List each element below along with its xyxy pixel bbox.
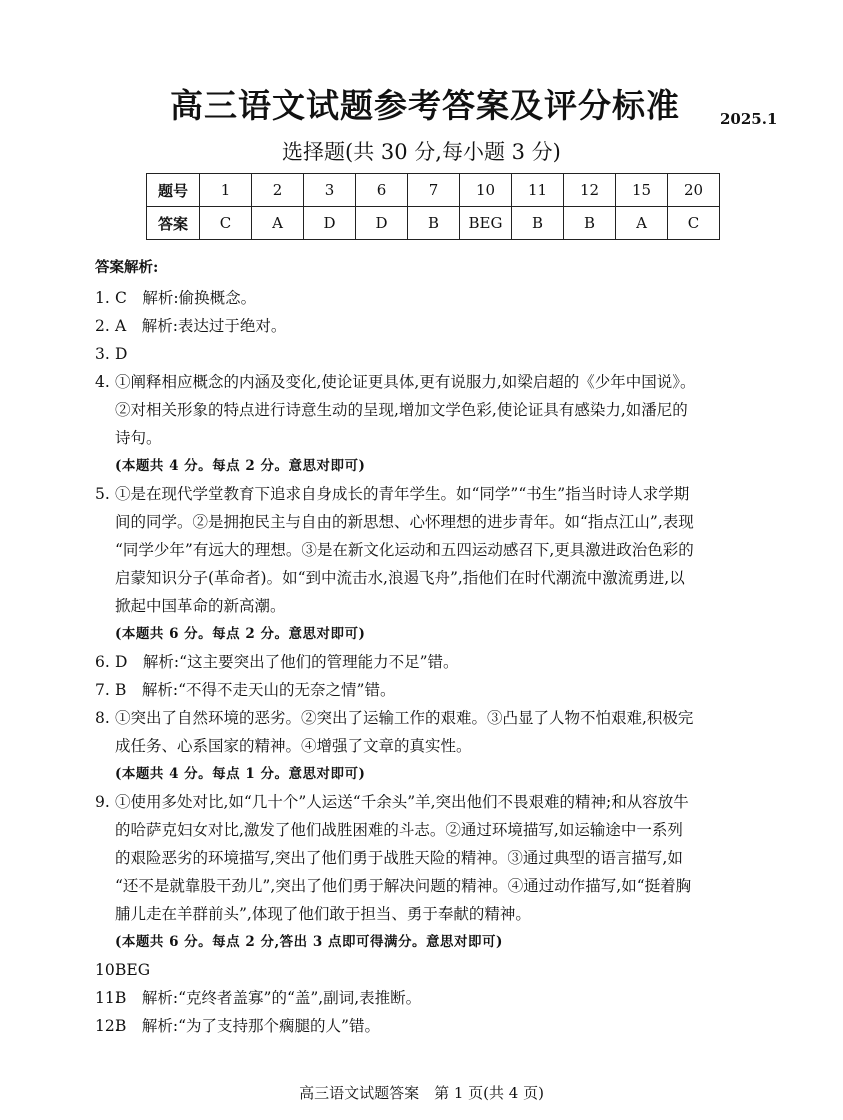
item-text-line: A 解析:表达过于绝对。 [115, 317, 287, 335]
analysis-item [95, 368, 785, 452]
analysis-item [95, 984, 785, 1012]
answer-analysis [95, 256, 785, 1040]
answer-cell: BEG [460, 207, 512, 240]
question-number-row [147, 174, 720, 207]
analysis-item [95, 312, 785, 340]
analysis-item [95, 1012, 785, 1040]
analysis-list [95, 284, 785, 1040]
analysis-item [95, 788, 785, 928]
item-number: 2. [95, 317, 110, 335]
item-text-line: ①突出了自然环境的恶劣。②突出了运输工作的艰难。③凸显了人物不怕艰难,积极完 [115, 709, 694, 727]
scoring-note: (本题共 6 分。每点 2 分。意思对即可) [115, 626, 366, 642]
item-text-line: 成任务、心系国家的精神。④增强了文章的真实性。 [115, 737, 472, 755]
item-text-line: BEG [115, 961, 151, 979]
question-number-cell: 2 [252, 174, 304, 207]
row-label-number: 题号 [147, 174, 200, 207]
scoring-note: (本题共 4 分。每点 2 分。意思对即可) [115, 458, 366, 474]
item-text-line: D [115, 345, 128, 363]
exam-date: 2025.1 [720, 110, 778, 128]
item-text-line: ①使用多处对比,如“几十个”人运送“千余头”羊,突出他们不畏艰难的精神;和从容放牛 [115, 793, 689, 811]
item-text-line: 掀起中国革命的新高潮。 [115, 597, 286, 615]
item-text-line: 启蒙知识分子(革命者)。如“到中流击水,浪遏飞舟”,指他们在时代潮流中激流勇进,以 [115, 569, 685, 587]
item-number: 9. [95, 793, 110, 811]
analysis-item [95, 704, 785, 760]
item-text-line: D 解析:“这主要突出了他们的管理能力不足”错。 [115, 653, 459, 671]
answer-row [147, 207, 720, 240]
page-footer: 高三语文试题答案 第 1 页(共 4 页) [299, 1084, 544, 1102]
row-label-answer: 答案 [147, 207, 200, 240]
analysis-item [95, 284, 785, 312]
analysis-item [95, 676, 785, 704]
answer-cell: D [304, 207, 356, 240]
question-number-cell: 12 [564, 174, 616, 207]
answer-table [146, 173, 720, 240]
item-text-line: B 解析:“克终者盖寡”的“盖”,副词,表推断。 [115, 989, 422, 1007]
item-number: 8. [95, 709, 110, 727]
question-number-cell: 6 [356, 174, 408, 207]
answer-cell: C [200, 207, 252, 240]
analysis-item [95, 480, 785, 620]
item-text-line: 诗句。 [115, 429, 162, 447]
section-subtitle: 选择题(共 30 分,每小题 3 分) [282, 140, 561, 164]
analysis-item [95, 956, 785, 984]
item-text-line: 脯儿走在羊群前头”,体现了他们敢于担当、勇于奉献的精神。 [115, 905, 531, 923]
question-number-cell: 7 [408, 174, 460, 207]
item-text-line: ①阐释相应概念的内涵及变化,使论证更具体,更有说服力,如梁启超的《少年中国说》。 [115, 373, 696, 391]
item-text-line: 的哈萨克妇女对比,激发了他们战胜困难的斗志。②通过环境描写,如运输途中一系列 [115, 821, 683, 839]
item-text-line: “同学少年”有远大的理想。③是在新文化运动和五四运动感召下,更具激进政治色彩的 [115, 541, 694, 559]
question-number-cell: 10 [460, 174, 512, 207]
item-number: 11. [95, 989, 120, 1007]
answer-cell: B [564, 207, 616, 240]
scoring-note: (本题共 6 分。每点 2 分,答出 3 点即可得满分。意思对即可) [115, 934, 503, 950]
question-number-cell: 20 [668, 174, 720, 207]
item-text-line: “还不是就靠股干劲儿”,突出了他们勇于解决问题的精神。④通过动作描写,如“挺着胸 [115, 877, 692, 895]
analysis-heading: 答案解析: [95, 259, 159, 276]
answer-cell: A [252, 207, 304, 240]
item-number: 1. [95, 289, 110, 307]
item-number: 5. [95, 485, 110, 503]
title-row [0, 80, 843, 130]
question-number-cell: 11 [512, 174, 564, 207]
item-text-line: B 解析:“为了支持那个瘸腿的人”错。 [115, 1017, 380, 1035]
item-text-line: B 解析:“不得不走天山的无奈之情”错。 [115, 681, 396, 699]
item-number: 6. [95, 653, 110, 671]
answer-cell: B [512, 207, 564, 240]
scoring-note: (本题共 4 分。每点 1 分。意思对即可) [115, 766, 366, 782]
item-number: 7. [95, 681, 110, 699]
question-number-cell: 1 [200, 174, 252, 207]
question-number-cell: 3 [304, 174, 356, 207]
answer-cell: B [408, 207, 460, 240]
answer-cell: C [668, 207, 720, 240]
item-number: 3. [95, 345, 110, 363]
item-text-line: 的艰险恶劣的环境描写,突出了他们勇于战胜天险的精神。③通过典型的语言描写,如 [115, 849, 683, 867]
item-text-line: ②对相关形象的特点进行诗意生动的呈现,增加文学色彩,使论证具有感染力,如潘尼的 [115, 401, 688, 419]
question-number-cell: 15 [616, 174, 668, 207]
page-title: 高三语文试题参考答案及评分标准 [170, 86, 680, 125]
answer-cell: D [356, 207, 408, 240]
item-text-line: ①是在现代学堂教育下追求自身成长的青年学生。如“同学”“书生”指当时诗人求学期 [115, 485, 690, 503]
analysis-item [95, 340, 785, 368]
item-text-line: 间的同学。②是拥抱民主与自由的新思想、心怀理想的进步青年。如“指点江山”,表现 [115, 513, 694, 531]
analysis-item [95, 648, 785, 676]
item-number: 10. [95, 961, 120, 979]
item-number: 4. [95, 373, 110, 391]
item-number: 12. [95, 1017, 120, 1035]
item-text-line: C 解析:偷换概念。 [115, 289, 257, 307]
answer-cell: A [616, 207, 668, 240]
